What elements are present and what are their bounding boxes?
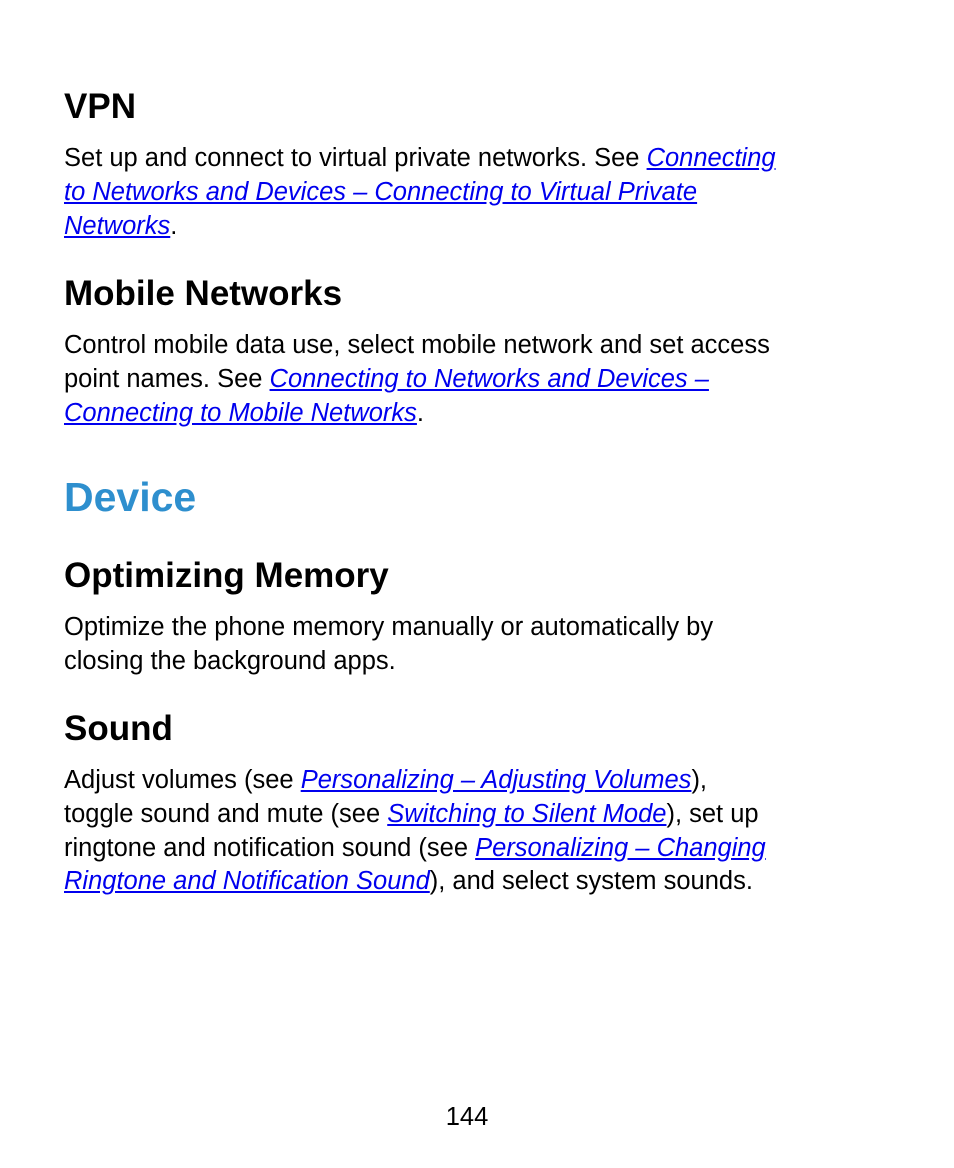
memory-text-line2: closing the background apps. <box>64 646 396 675</box>
heading-device: Device <box>64 474 197 520</box>
sound-text-2: ), <box>691 766 708 794</box>
mobile-text: point names. See <box>64 364 270 393</box>
link-connecting-vpn-line1[interactable]: Connecting <box>646 144 776 172</box>
link-connecting-mobile-line2[interactable]: Connecting to Mobile Networks <box>64 398 417 427</box>
link-connecting-mobile-line1[interactable]: Connecting to Networks and Devices – <box>269 364 709 393</box>
vpn-text: Set up and connect to virtual private networks. See <box>64 144 647 172</box>
mobile-text-end: . <box>416 398 425 427</box>
link-silent-mode[interactable]: Switching to Silent Mode <box>387 799 667 828</box>
sound-text-6: ), and select system sounds. <box>429 867 753 896</box>
link-connecting-vpn-line2[interactable]: to Networks and Devices – Connecting to Virtual Private <box>64 177 698 206</box>
vpn-text-end: . <box>170 211 178 240</box>
heading-optimizing-memory: Optimizing Memory <box>64 556 389 595</box>
sound-text-5: ringtone and notification sound (see <box>64 833 476 862</box>
heading-vpn: VPN <box>64 87 136 126</box>
link-changing-ringtone-line2[interactable]: Ringtone and Notification Sound <box>64 867 430 896</box>
link-adjusting-volumes[interactable]: Personalizing – Adjusting Volumes <box>300 766 692 794</box>
heading-sound: Sound <box>64 709 173 748</box>
sound-text-1: Adjust volumes (see <box>64 766 301 794</box>
heading-mobile-networks: Mobile Networks <box>64 274 343 313</box>
paragraph-optimizing-memory <box>64 611 713 679</box>
sound-text-3: toggle sound and mute (see <box>64 799 388 828</box>
link-connecting-vpn-line3[interactable]: Networks <box>64 211 171 240</box>
sound-text-4: ), set up <box>666 799 759 828</box>
paragraph-mobile-networks <box>64 329 770 430</box>
link-changing-ringtone-line1[interactable]: Personalizing – Changing <box>475 833 766 862</box>
mobile-text-line1: Control mobile data use, select mobile network and set access <box>64 331 770 359</box>
paragraph-sound <box>64 764 766 899</box>
paragraph-vpn <box>64 142 776 243</box>
page-number: 144 <box>445 1103 489 1131</box>
memory-text-line1: Optimize the phone memory manually or automatically by <box>64 613 714 641</box>
